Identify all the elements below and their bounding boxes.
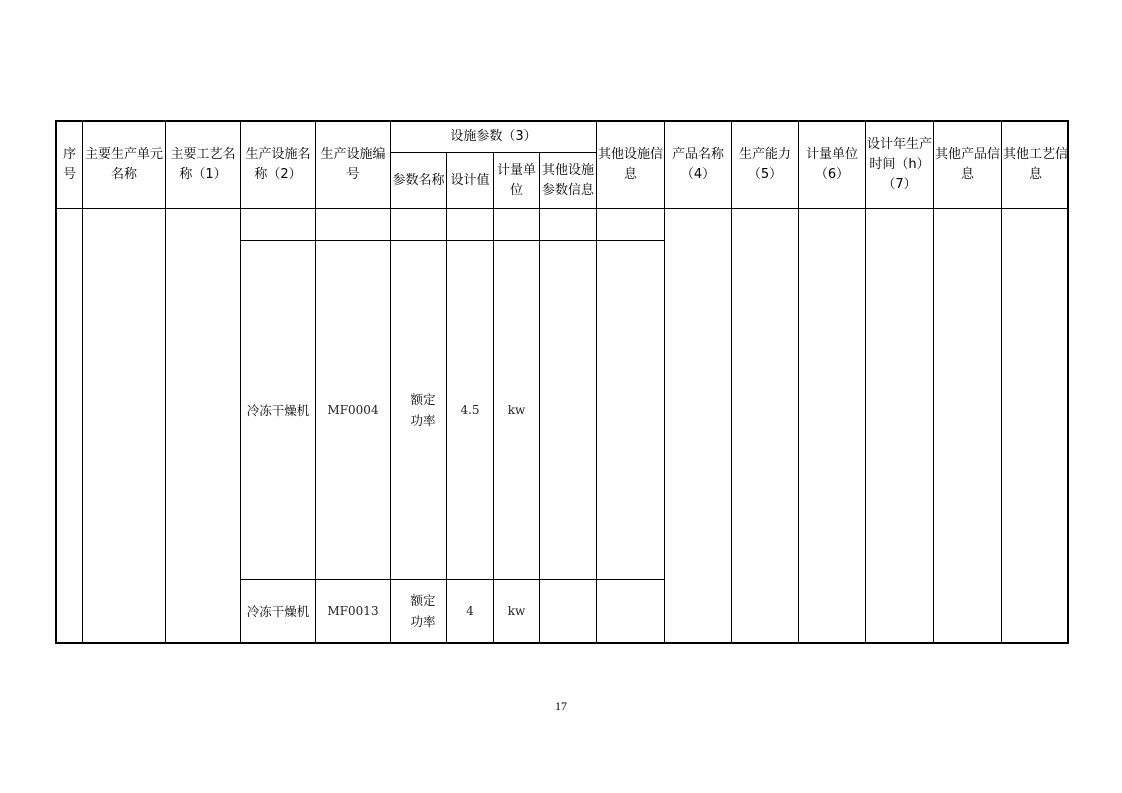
row2-design-value: 4 [466, 603, 474, 618]
header-product-name: 产品名称（4） [671, 147, 724, 182]
header-capacity: 生产能力（5） [738, 147, 791, 182]
header-other-facility: 其他设施信息 [598, 147, 664, 182]
header-other-product: 其他产品信息 [935, 147, 1001, 182]
row2-unit: kw [507, 603, 526, 618]
header-measure-unit: 计量单位 [496, 162, 536, 198]
page-number: 17 [555, 699, 567, 713]
header-design-hours: 设计年生产时间（h）（7） [867, 137, 933, 192]
header-other-param: 其他设施参数信息 [541, 162, 594, 198]
header-facility-name: 生产设施名称（2） [245, 147, 311, 182]
header-unit-name: 主要生产单元名称 [84, 147, 163, 182]
header-capacity-unit: 计量单位（6） [805, 147, 858, 182]
header-bottom-line [57, 208, 1069, 209]
header-params-group: 设施参数（3） [450, 129, 537, 144]
row1-design-value: 4.5 [460, 402, 480, 417]
header-seq: 序号 [62, 147, 76, 182]
header-design-value: 设计值 [450, 172, 490, 188]
row1-unit: kw [507, 402, 526, 417]
facility-table [55, 120, 1069, 644]
row2-param-name: 额定功率 [410, 593, 436, 629]
col-line [539, 152, 540, 642]
header-facility-code: 生产设施编号 [320, 147, 386, 182]
header-param-name: 参数名称 [392, 172, 445, 188]
header-other-process: 其他工艺信息 [1003, 147, 1069, 182]
header-process-name: 主要工艺名称（1） [170, 147, 236, 182]
row1-param-name: 额定功率 [410, 392, 436, 428]
row2-facility-code: MF0013 [327, 603, 379, 618]
row2-facility-name: 冷冻干燥机 [246, 603, 310, 619]
row1-facility-name: 冷冻干燥机 [246, 402, 310, 418]
row1-facility-code: MF0004 [327, 402, 379, 417]
